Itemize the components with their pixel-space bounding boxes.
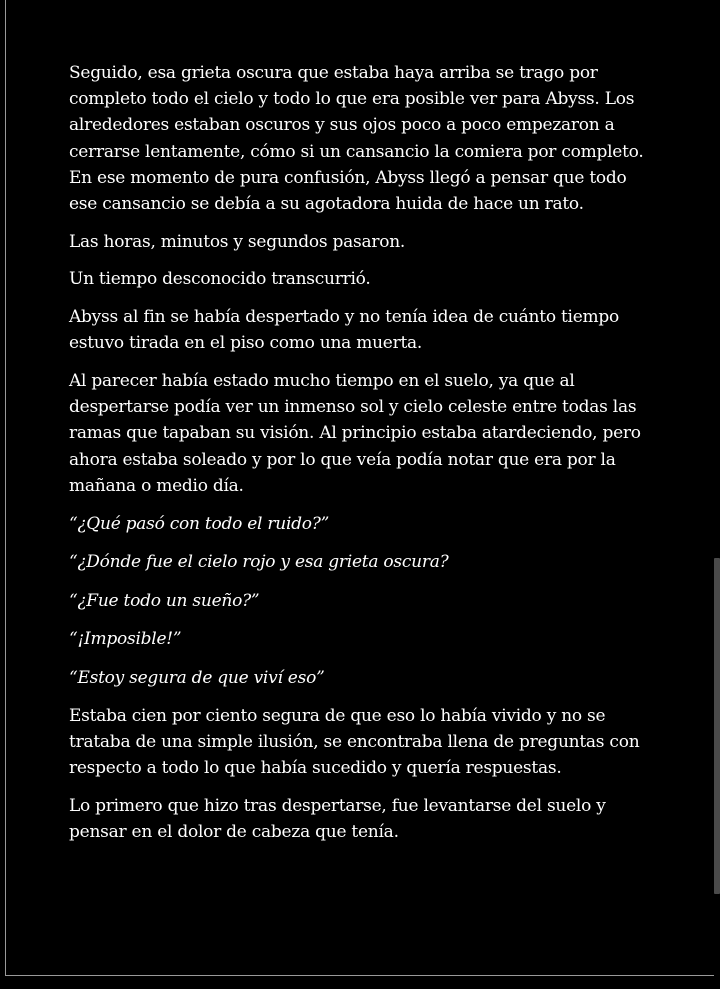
dialogue-1: “¿Qué pasó con todo el ruido?” <box>69 513 330 534</box>
chapter-text <box>69 60 659 857</box>
paragraph-1: Seguido, esa grieta oscura que estaba haya arriba se trago por completo todo el cielo y todo lo que era posible ver para Abyss. Los alrededores estaban oscuros y sus ojos poco a poco empezaron a cerrarse lentamente, cómo si un cansancio la comiera por completo. En ese momento de pura confusión, Abyss llegó a pensar que todo ese cansancio se debía a su agotadora huida de hace un rato. <box>69 63 644 215</box>
scrollbar-thumb[interactable] <box>714 558 720 894</box>
paragraph-2: Las horas, minutos y segundos pasaron. <box>69 231 406 252</box>
paragraph-4: Abyss al fin se había despertado y no tenía idea de cuánto tiempo estuvo tirada en el piso como una muerta. <box>69 307 620 354</box>
paragraph-6: Estaba cien por ciento segura de que eso lo había vivido y no se trataba de una simple ilusión, se encontraba llena de preguntas con respecto a todo lo que había sucedido y quería respuestas. <box>69 706 640 779</box>
paragraph-7: Lo primero que hizo tras despertarse, fue levantarse del suelo y pensar en el dolor de cabeza que tenía. <box>69 796 606 843</box>
dialogue-3: “¿Fue todo un sueño?” <box>69 590 260 611</box>
vertical-scrollbar[interactable] <box>714 0 720 989</box>
dialogue-4: “¡Imposible!” <box>69 629 182 650</box>
paragraph-5: Al parecer había estado mucho tiempo en el suelo, ya que al despertarse podía ver un inmenso sol y cielo celeste entre todas las ramas que tapaban su visión. Al principio estaba atardeciendo, pero ahora estaba soleado y por lo que veía podía notar que era por la mañana o medio día. <box>69 371 641 496</box>
dialogue-2: “¿Dónde fue el cielo rojo y esa grieta oscura? <box>69 552 449 573</box>
dialogue-5: “Estoy segura de que viví eso” <box>69 667 325 688</box>
paragraph-3: Un tiempo desconocido transcurrió. <box>69 269 371 290</box>
